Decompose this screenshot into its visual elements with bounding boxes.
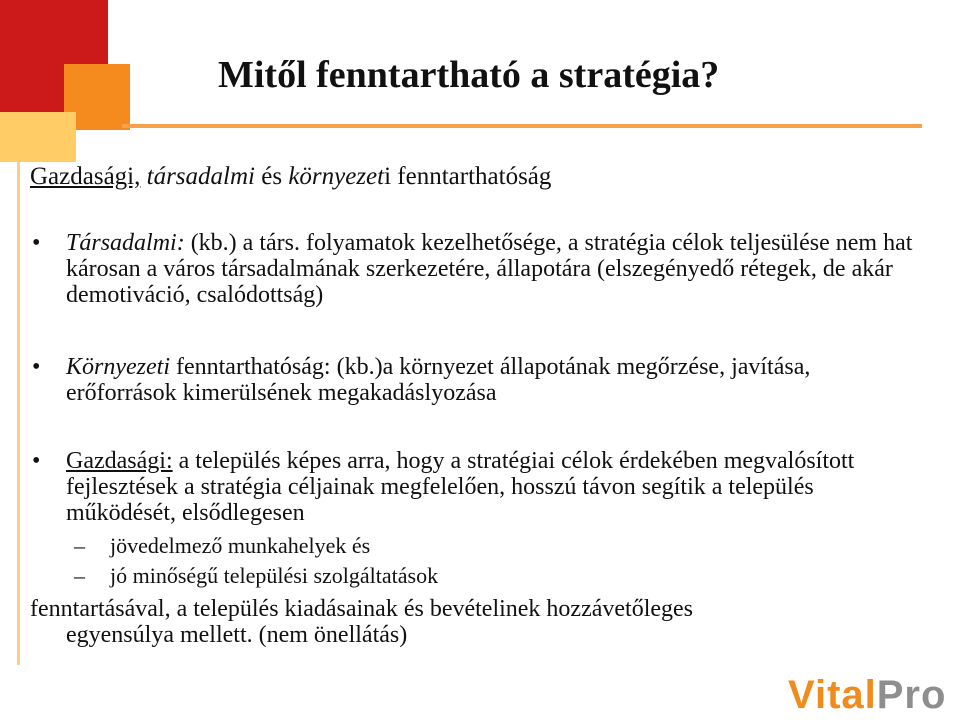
- dash-marker: –: [74, 533, 85, 558]
- logo-pro: Pro: [876, 673, 947, 717]
- bullet-label: Társadalmi:: [66, 230, 185, 256]
- bullet-label: Környezeti: [66, 354, 170, 380]
- vitalpro-logo: [788, 672, 958, 718]
- subtitle-es: és: [254, 163, 289, 190]
- bullet-text: a település képes arra, hogy a stratégiai célok érdekében megvalósított fejlesztések a stratégia céljainak megfelelően, hosszú távon segítik a település működését, elsődlegesen: [66, 448, 855, 526]
- continuation-text: [30, 596, 910, 648]
- continuation-line-2: egyensúlya mellett. (nem önellátás): [66, 622, 408, 648]
- subtitle-kornyezet: környezet: [288, 163, 385, 190]
- logo-vital: Vital: [788, 673, 877, 717]
- sub-item: jó minőségű települési szolgáltatások: [110, 563, 439, 588]
- subtitle-tarsadalmi: társadalmi: [146, 163, 255, 190]
- left-accent-line: [17, 160, 20, 665]
- slide-subtitle: [30, 162, 551, 192]
- title-underline: [122, 124, 922, 128]
- yellow-square-decoration: [0, 112, 76, 162]
- bullet-marker: •: [32, 448, 41, 474]
- subtitle-rest: i fenntarthatóság: [384, 163, 552, 190]
- subtitle-gazdasagi: Gazdasági,: [30, 163, 141, 190]
- bullet-text: fenntarthatóság: (kb.)a környezet állapotának megőrzése, javítása, erőforrások kimerülsének megakadáslyozása: [66, 354, 811, 406]
- bullet-gazdasagi: [66, 448, 926, 526]
- bullet-marker: •: [32, 230, 41, 256]
- bullet-text: (kb.) a társ. folyamatok kezelhetősége, a stratégia célok teljesülése nem hat károsan a város társadalmának szerkezetére, állapotára (elszegényedő rétegek, de akár demotiváció, csalódottság): [66, 230, 913, 308]
- sub-item: jövedelmező munkahelyek és: [110, 533, 371, 558]
- slide-title: Mitől fenntartható a stratégia?: [218, 54, 720, 96]
- continuation-line-1: fenntartásával, a település kiadásainak és bevételinek hozzávetőleges: [30, 596, 694, 622]
- dash-marker: –: [74, 563, 85, 588]
- bullet-marker: •: [32, 354, 41, 380]
- bullet-tarsadalmi: [66, 230, 926, 308]
- bullet-label: Gazdasági:: [66, 448, 173, 474]
- bullet-kornyezeti: [66, 354, 926, 406]
